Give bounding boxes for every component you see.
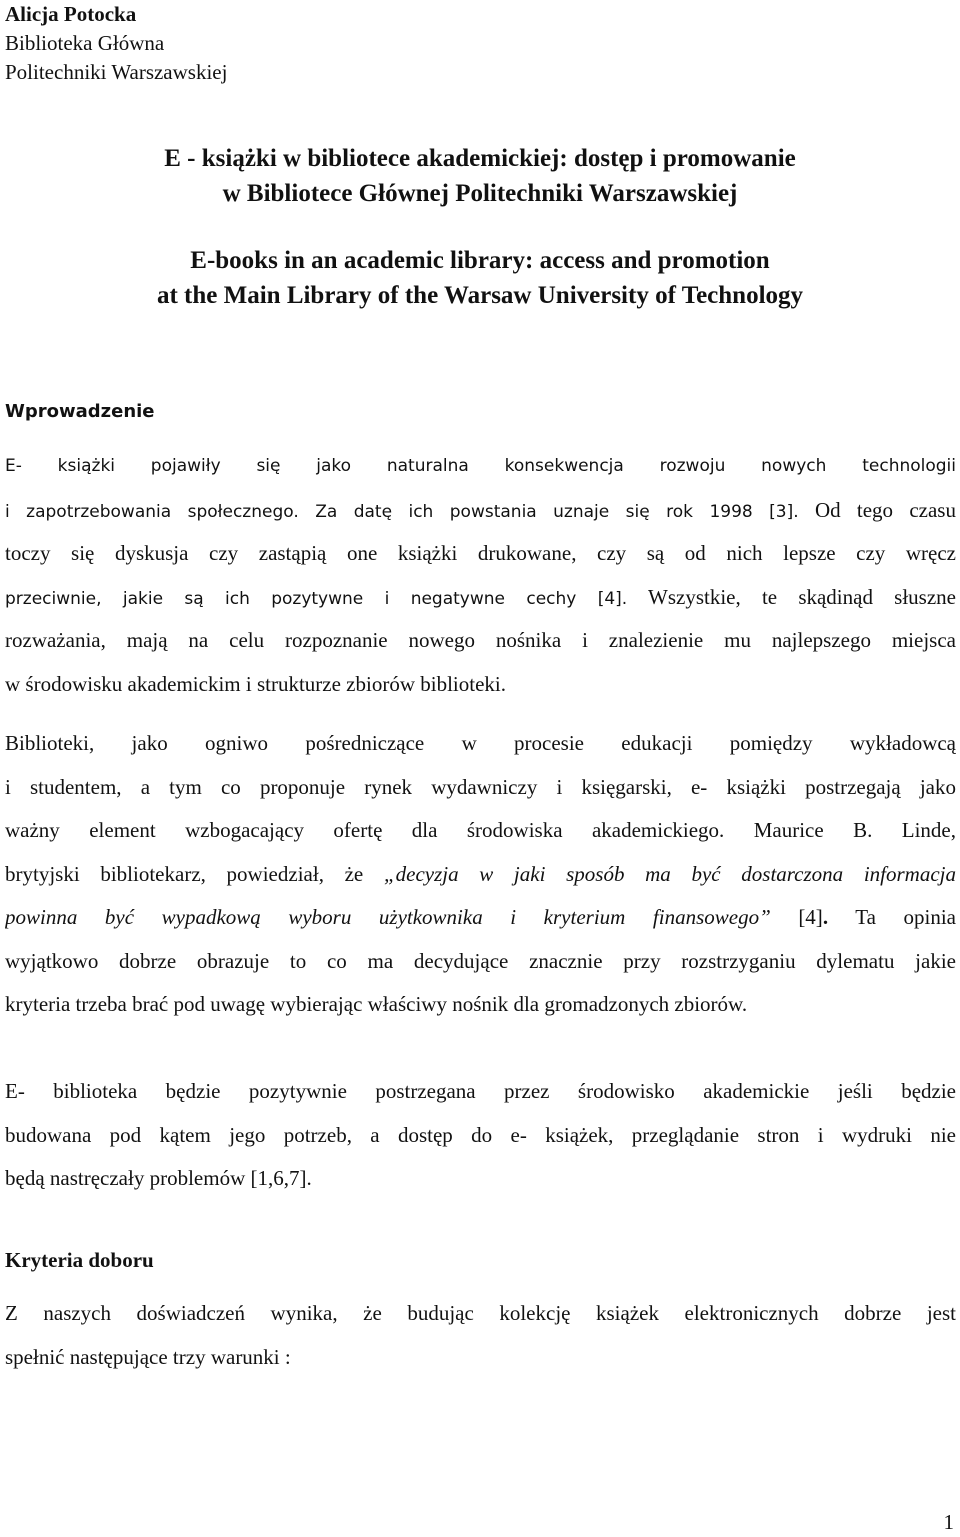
text-line: rozważania, mają na celu rozpoznanie nowego nośnika i znalezienie mu najlepszego miejsca <box>5 628 956 652</box>
title-english <box>0 243 960 313</box>
section-heading-criteria: Kryteria doboru <box>5 1248 154 1272</box>
paragraph-criteria-1 <box>5 1292 956 1379</box>
text-line: kryteria trzeba brać pod uwagę wybierając właściwy nośnik dla gromadzonych zbiorów. <box>5 992 748 1016</box>
text-line: w środowisku akademickim i strukturze zbiorów biblioteki. <box>5 671 506 696</box>
section-heading-intro: Wprowadzenie <box>5 401 155 422</box>
text-line: E- biblioteka będzie pozytywnie postrzegana przez środowisko akademickie jeśli będzie <box>5 1079 956 1103</box>
text-segment: brytyjski bibliotekarz, powiedział, że <box>5 861 384 886</box>
text-segment: i zapotrzebowania społecznego. Za datę ich powstania uznaje się rok 1998 [3]. <box>5 501 799 522</box>
citation: [4] <box>770 905 823 929</box>
quote-segment: powinna być wypadkową wyboru użytkownika i kryterium finansowego” <box>5 905 771 929</box>
text-line <box>5 896 956 940</box>
text-line: Z naszych doświadczeń wynika, że budując kolekcję książek elektronicznych dobrze jest <box>5 1301 956 1325</box>
text-line: wyjątkowo dobrze obrazuje to co ma decydujące znacznie przy rozstrzyganiu dylematu jakie <box>5 948 956 973</box>
affiliation-line: Biblioteka Główna <box>5 31 165 55</box>
text-segment: przeciwnie, jakie są ich pozytywne i negatywne cechy [4]. <box>5 588 628 609</box>
quote-segment: „decyzja w jaki sposób ma być dostarczona informacja <box>383 861 956 886</box>
text-line: i studentem, a tym co proponuje rynek wydawniczy i księgarski, e- książki postrzegają jako <box>5 774 956 799</box>
page-number: 1 <box>943 1510 954 1534</box>
text-line: toczy się dyskusja czy zastąpią one książki drukowane, czy są od nich lepsze czy wręcz <box>5 541 956 565</box>
title-line: E-books in an academic library: access and promotion <box>190 247 770 274</box>
text-line: spełnić następujące trzy warunki : <box>5 1344 291 1369</box>
paragraph-intro-3 <box>5 1070 956 1201</box>
text-line <box>5 489 956 533</box>
text-line: Biblioteki, jako ogniwo pośredniczące w procesie edukacji pomiędzy wykładowcą <box>5 731 956 755</box>
text-segment: Wszystkie, te skądinąd słuszne <box>627 584 956 609</box>
text-line: budowana pod kątem jego potrzeb, a dostęp do e- książek, przeglądanie stron i wydruki nie <box>5 1122 956 1147</box>
paragraph-intro-1 <box>5 445 956 706</box>
paragraph-intro-2 <box>5 722 956 1027</box>
text-segment: Od tego czasu <box>798 497 956 522</box>
affiliation-line: Politechniki Warszawskiej <box>5 60 228 84</box>
text-line: E- książki pojawiły się jako naturalna konsekwencja rozwoju nowych technologii <box>5 456 956 476</box>
text-segment: Ta opinia <box>828 905 956 929</box>
text-line <box>5 853 956 897</box>
text-line <box>5 576 956 620</box>
title-line: at the Main Library of the Warsaw University of Technology <box>156 282 804 309</box>
text-line: będą nastręczały problemów [1,6,7]. <box>5 1166 312 1190</box>
text-line: ważny element wzbogacający ofertę dla środowiska akademickiego. Maurice B. Linde, <box>5 818 956 842</box>
title-line: w Bibliotece Głównej Politechniki Warszawskiej <box>222 180 738 207</box>
title-line: E - książki w bibliotece akademickiej: dostęp i promowanie <box>164 145 796 172</box>
text-segment: . <box>822 905 829 929</box>
author-name: Alicja Potocka <box>5 2 137 26</box>
author-block <box>5 0 227 87</box>
title-polish <box>0 141 960 211</box>
